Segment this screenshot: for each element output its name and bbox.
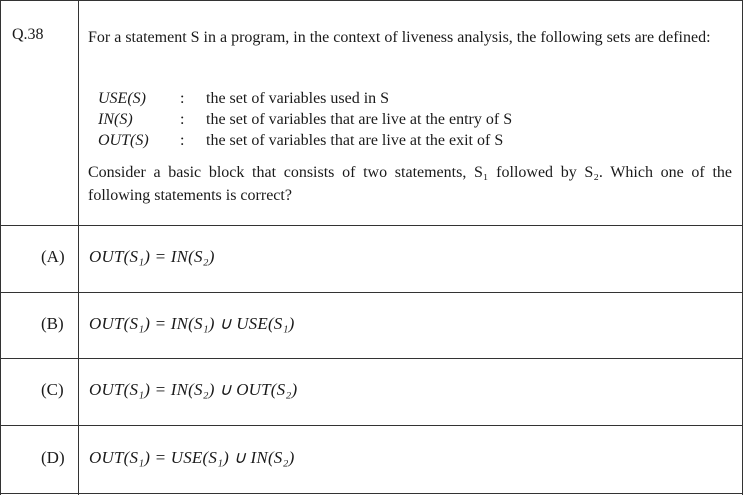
table-divider <box>0 292 743 293</box>
question-intro: For a statement S in a program, in the context of liveness analysis, the following sets are defined: <box>88 29 711 46</box>
question-number: Q.38 <box>12 26 44 43</box>
option-c-text: OUT(S₁) = IN(S₂) ∪ OUT(S₂) <box>89 380 298 399</box>
question-prompt: Consider a basic block that consists of two statements, S₁ followed by S₂. Which one of the following statements is correct? <box>88 164 732 204</box>
option-d-label: (D) <box>41 448 65 467</box>
option-a-label: (A) <box>41 247 65 266</box>
definition-term: USE(S) <box>98 90 146 107</box>
definition-term: IN(S) <box>98 111 133 128</box>
definition-text: the set of variables that are live at the entry of S <box>206 111 513 128</box>
option-b-label: (B) <box>41 314 64 333</box>
table-column-divider <box>78 0 79 495</box>
option-c-label: (C) <box>41 380 64 399</box>
table-border-left <box>0 0 1 495</box>
option-d-text: OUT(S₁) = USE(S₁) ∪ IN(S₂) <box>89 448 295 467</box>
definition-term: OUT(S) <box>98 132 149 149</box>
table-divider <box>0 358 743 359</box>
definition-text: the set of variables that are live at the exit of S <box>206 132 504 149</box>
definition-separator: : <box>180 111 185 128</box>
definition-text: the set of variables used in S <box>206 90 390 107</box>
table-border-top <box>0 0 743 1</box>
table-border-bottom <box>0 493 743 494</box>
option-a-text: OUT(S₁) = IN(S₂) <box>89 247 215 266</box>
table-divider <box>0 425 743 426</box>
definition-row <box>98 130 512 151</box>
definition-row <box>98 88 512 109</box>
definition-separator: : <box>180 90 185 107</box>
definition-separator: : <box>180 132 185 149</box>
option-b-text: OUT(S₁) = IN(S₁) ∪ USE(S₁) <box>89 314 295 333</box>
definitions-list <box>98 88 512 151</box>
definition-row <box>98 109 512 130</box>
table-divider <box>0 225 743 226</box>
